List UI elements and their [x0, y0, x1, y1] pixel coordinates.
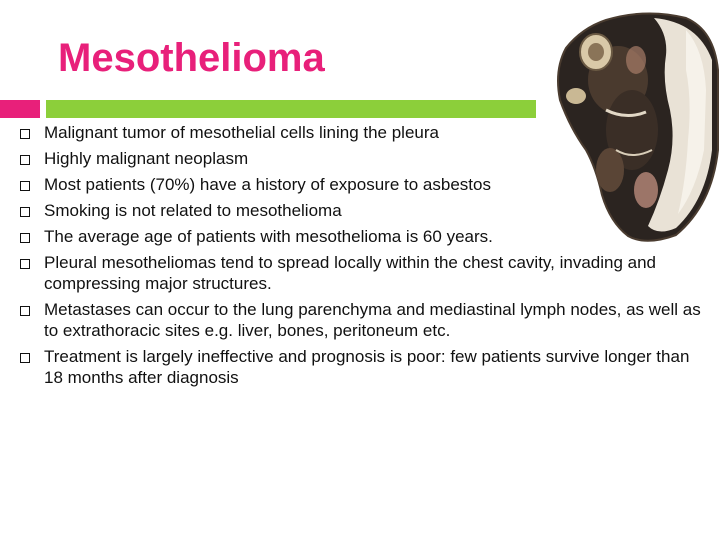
bullet-item	[20, 346, 710, 388]
bullet-text: Highly malignant neoplasm	[44, 149, 249, 168]
checkbox-bullet-icon	[20, 259, 30, 269]
checkbox-bullet-icon	[20, 155, 30, 165]
checkbox-bullet-icon	[20, 353, 30, 363]
bullet-text: Pleural mesotheliomas tend to spread locally within the chest cavity, invading and compressing major structures.	[44, 253, 657, 293]
specimen-photo	[536, 0, 720, 248]
bullet-text: Treatment is largely ineffective and prognosis is poor: few patients survive longer than 18 months after diagnosis	[44, 347, 690, 387]
slide-title: Mesothelioma	[58, 36, 325, 80]
bullet-text: Smoking is not related to mesothelioma	[44, 201, 342, 220]
bullet-item	[20, 252, 710, 294]
checkbox-bullet-icon	[20, 181, 30, 191]
bullet-item	[20, 299, 710, 341]
bullet-text: Malignant tumor of mesothelial cells lining the pleura	[44, 123, 439, 142]
checkbox-bullet-icon	[20, 306, 30, 316]
checkbox-bullet-icon	[20, 233, 30, 243]
bullet-text: Metastases can occur to the lung parenchyma and mediastinal lymph nodes, as well as to extrathoracic sites e.g. liver, bones, peritoneum etc.	[44, 300, 701, 340]
bullet-text: Most patients (70%) have a history of exposure to asbestos	[44, 175, 491, 194]
pink-accent-bar	[0, 100, 40, 118]
checkbox-bullet-icon	[20, 207, 30, 217]
bullet-text: The average age of patients with mesothelioma is 60 years.	[44, 227, 493, 246]
checkbox-bullet-icon	[20, 129, 30, 139]
